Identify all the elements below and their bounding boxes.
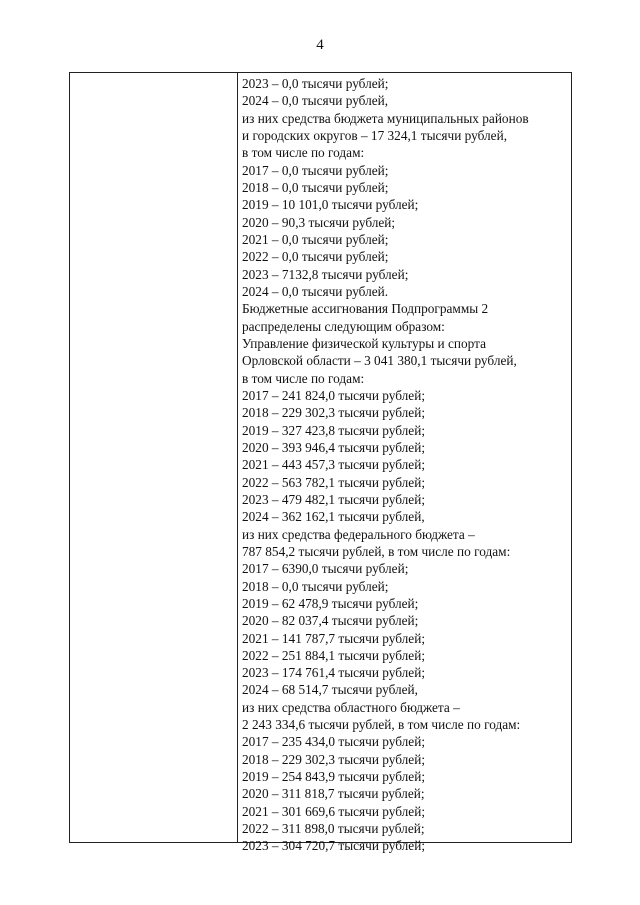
text-line: 2017 – 241 824,0 тысячи рублей;: [242, 387, 426, 403]
text-line: 2021 – 301 669,6 тысячи рублей;: [242, 803, 426, 819]
text-line: 2018 – 229 302,3 тысячи рублей;: [242, 751, 426, 767]
text-line: 2024 – 0,0 тысячи рублей.: [242, 283, 389, 299]
text-line: 2020 – 90,3 тысячи рублей;: [242, 214, 396, 230]
text-line: в том числе по годам:: [242, 145, 365, 161]
text-line: 2024 – 68 514,7 тысячи рублей,: [242, 682, 419, 698]
text-line: 2024 – 0,0 тысячи рублей,: [242, 93, 389, 109]
text-line: 2022 – 0,0 тысячи рублей;: [242, 249, 389, 265]
text-line: 2021 – 443 457,3 тысячи рублей;: [242, 457, 426, 473]
text-line: 2024 – 362 162,1 тысячи рублей,: [242, 509, 425, 525]
text-line: распределены следующим образом:: [242, 318, 445, 334]
text-line: 2019 – 62 478,9 тысячи рублей;: [242, 595, 419, 611]
budget-table: [69, 72, 572, 854]
text-line: 787 854,2 тысячи рублей, в том числе по годам:: [242, 543, 511, 559]
text-line: из них средства федерального бюджета –: [242, 526, 475, 542]
page-number: 4: [316, 37, 324, 53]
text-line: 2 243 334,6 тысячи рублей, в том числе по годам:: [242, 717, 521, 733]
text-line: 2017 – 6390,0 тысячи рублей;: [242, 561, 409, 577]
text-line: 2017 – 0,0 тысячи рублей;: [242, 162, 389, 178]
text-line: 2023 – 304 720,7 тысячи рублей;: [242, 838, 426, 854]
text-line: Бюджетные ассигнования Подпрограммы 2: [242, 301, 489, 317]
table-cell-left: [70, 73, 237, 842]
text-line: из них средства областного бюджета –: [242, 699, 460, 715]
text-line: и городских округов – 17 324,1 тысячи рублей,: [242, 127, 508, 143]
table-cell-right: [242, 75, 567, 855]
text-line: Орловской области – 3 041 380,1 тысячи рублей,: [242, 353, 517, 369]
text-line: 2017 – 235 434,0 тысячи рублей;: [242, 734, 426, 750]
text-line: 2022 – 311 898,0 тысячи рублей;: [242, 821, 425, 837]
text-line: 2020 – 82 037,4 тысячи рублей;: [242, 613, 419, 629]
text-line: из них средства бюджета муниципальных районов: [242, 110, 529, 126]
text-line: 2022 – 251 884,1 тысячи рублей;: [242, 647, 426, 663]
text-line: 2022 – 563 782,1 тысячи рублей;: [242, 474, 426, 490]
text-line: 2023 – 174 761,4 тысячи рублей;: [242, 665, 426, 681]
text-line: 2020 – 393 946,4 тысячи рублей;: [242, 439, 426, 455]
text-line: 2018 – 0,0 тысячи рублей;: [242, 578, 389, 594]
text-line: 2020 – 311 818,7 тысячи рублей;: [242, 786, 425, 802]
text-line: 2023 – 479 482,1 тысячи рублей;: [242, 491, 426, 507]
text-line: 2018 – 0,0 тысячи рублей;: [242, 179, 389, 195]
text-line: 2019 – 254 843,9 тысячи рублей;: [242, 769, 426, 785]
text-line: 2018 – 229 302,3 тысячи рублей;: [242, 405, 426, 421]
column-divider: [237, 73, 238, 842]
text-line: 2021 – 141 787,7 тысячи рублей;: [242, 630, 426, 646]
text-line: 2023 – 0,0 тысячи рублей;: [242, 76, 389, 91]
text-line: 2023 – 7132,8 тысячи рублей;: [242, 266, 409, 282]
text-line: 2019 – 327 423,8 тысячи рублей;: [242, 422, 426, 438]
text-line: в том числе по годам:: [242, 370, 365, 386]
text-line: 2019 – 10 101,0 тысячи рублей;: [242, 197, 419, 213]
text-line: 2021 – 0,0 тысячи рублей;: [242, 231, 389, 247]
text-line: Управление физической культуры и спорта: [242, 335, 486, 351]
